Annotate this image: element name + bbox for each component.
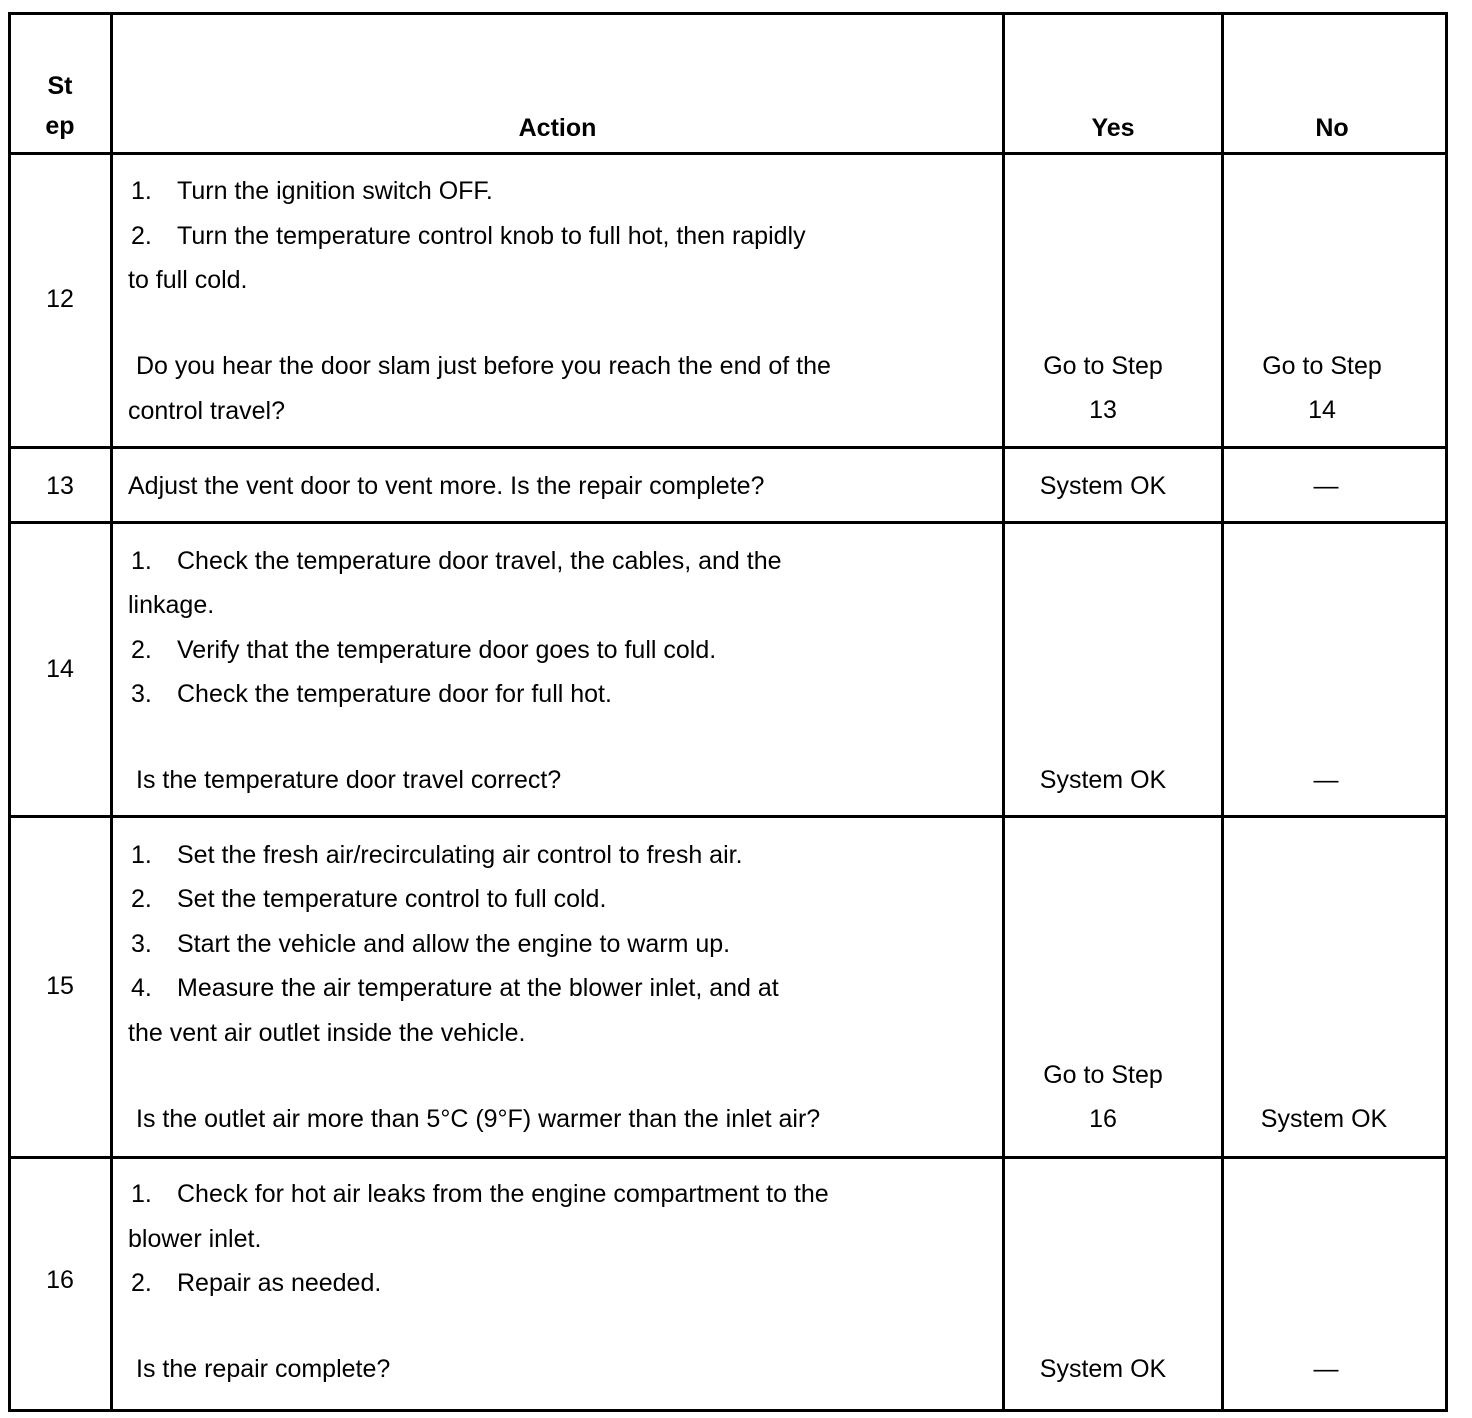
step-number: 13	[46, 472, 74, 500]
action-line: 2. Set the temperature control to full cold.	[131, 885, 607, 913]
action-question: control travel?	[128, 397, 286, 425]
action-line: Adjust the vent door to vent more. Is the repair complete?	[128, 472, 765, 500]
action-line: to full cold.	[128, 266, 248, 294]
row-divider	[8, 815, 1448, 818]
action-line: 1. Check for hot air leaks from the engine compartment to the	[131, 1180, 829, 1208]
action-line: 2. Verify that the temperature door goes to full cold.	[131, 636, 717, 664]
action-line: blower inlet.	[128, 1225, 262, 1253]
step-number: 16	[46, 1266, 74, 1294]
yes-result: System OK	[1039, 1355, 1167, 1383]
yes-result-line: Go to Step	[1043, 1061, 1163, 1089]
header-no: No	[1315, 114, 1349, 142]
yes-result-line: 13	[1089, 396, 1117, 424]
step-number: 15	[46, 972, 74, 1000]
action-line: linkage.	[128, 591, 215, 619]
row-divider	[8, 446, 1448, 449]
no-result: —	[1313, 1355, 1339, 1383]
no-result: System OK	[1260, 1105, 1388, 1133]
yes-result-line: 16	[1089, 1105, 1117, 1133]
action-question: Is the repair complete?	[136, 1355, 391, 1383]
step-number: 12	[46, 285, 74, 313]
header-step	[10, 66, 110, 146]
action-line: 3. Check the temperature door for full hot.	[131, 680, 612, 708]
action-question: Is the temperature door travel correct?	[136, 766, 562, 794]
header-step-line: St	[47, 72, 73, 100]
action-line: 4. Measure the air temperature at the blower inlet, and at	[131, 974, 779, 1002]
no-result-line: 14	[1308, 396, 1336, 424]
action-question: Do you hear the door slam just before you reach the end of the	[136, 352, 831, 380]
no-result	[1224, 344, 1420, 432]
action-line: 1. Turn the ignition switch OFF.	[131, 177, 493, 205]
row-divider	[8, 521, 1448, 524]
step-number: 14	[46, 655, 74, 683]
no-result-line: Go to Step	[1262, 352, 1382, 380]
no-result: —	[1313, 472, 1339, 500]
column-divider	[1221, 12, 1224, 1412]
header-yes: Yes	[1091, 114, 1135, 142]
action-line: 2. Repair as needed.	[131, 1269, 382, 1297]
no-result: —	[1313, 766, 1339, 794]
action-question: Is the outlet air more than 5°C (9°F) warmer than the inlet air?	[136, 1105, 821, 1133]
action-line: 1. Set the fresh air/recirculating air control to fresh air.	[131, 841, 743, 869]
action-line: 2. Turn the temperature control knob to full hot, then rapidly	[131, 222, 806, 250]
yes-result	[1005, 344, 1201, 432]
yes-result	[1005, 1053, 1201, 1141]
row-divider	[8, 152, 1448, 155]
action-line: 3. Start the vehicle and allow the engine to warm up.	[131, 930, 731, 958]
action-line: 1. Check the temperature door travel, the cables, and the	[131, 547, 782, 575]
yes-result: System OK	[1039, 472, 1167, 500]
row-divider	[8, 1156, 1448, 1159]
header-step-line: ep	[45, 112, 75, 140]
header-action: Action	[518, 114, 597, 142]
column-divider	[1002, 12, 1005, 1412]
yes-result-line: Go to Step	[1043, 352, 1163, 380]
yes-result: System OK	[1039, 766, 1167, 794]
action-line: the vent air outlet inside the vehicle.	[128, 1019, 526, 1047]
column-divider	[110, 12, 113, 1412]
